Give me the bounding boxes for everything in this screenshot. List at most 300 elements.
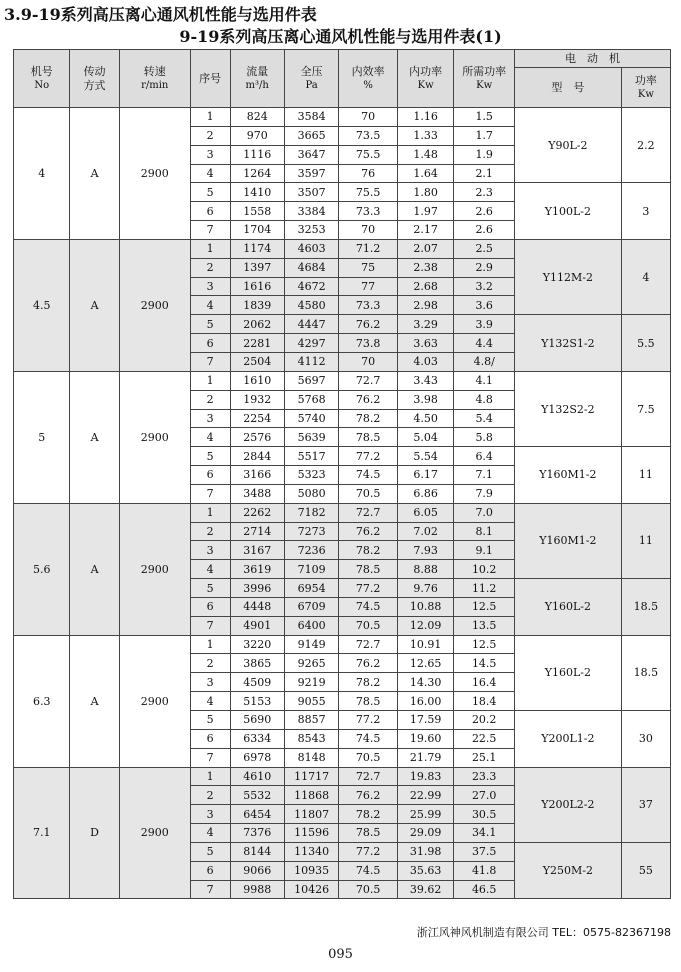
header-flow: 流量 m³/h [230,50,284,108]
required-power-cell: 9.1 [454,541,515,560]
machine-no-cell: 5 [14,371,70,503]
required-power-cell: 7.1 [454,466,515,485]
pressure-cell: 4684 [284,258,338,277]
table-row [14,108,671,127]
efficiency-cell: 78.2 [339,673,398,692]
motor-power-cell: 11 [621,503,670,578]
flow-cell: 4509 [230,673,284,692]
inner-power-cell: 2.17 [397,221,453,240]
pressure-cell: 9149 [284,635,338,654]
inner-power-cell: 10.88 [397,597,453,616]
efficiency-cell: 74.5 [339,729,398,748]
motor-model-cell: Y160M1-2 [515,503,622,578]
efficiency-cell: 77.2 [339,842,398,861]
efficiency-cell: 74.5 [339,466,398,485]
seq-cell: 2 [190,654,230,673]
required-power-cell: 34.1 [454,824,515,843]
efficiency-cell: 74.5 [339,861,398,880]
inner-power-cell: 4.03 [397,352,453,371]
required-power-cell: 30.5 [454,805,515,824]
required-power-cell: 14.5 [454,654,515,673]
required-power-cell: 1.5 [454,108,515,127]
motor-model-cell: Y100L-2 [515,183,622,240]
table-body [14,108,671,899]
inner-power-cell: 5.04 [397,428,453,447]
flow-cell: 4610 [230,767,284,786]
seq-cell: 4 [190,428,230,447]
required-power-cell: 18.4 [454,692,515,711]
flow-cell: 1174 [230,239,284,258]
company-footer: 浙江风神风机制造有限公司 TEL：0575-82367198 [416,926,671,939]
flow-cell: 4448 [230,597,284,616]
flow-cell: 2576 [230,428,284,447]
efficiency-cell: 77.2 [339,711,398,730]
seq-cell: 6 [190,466,230,485]
seq-cell: 7 [190,352,230,371]
inner-power-cell: 21.79 [397,748,453,767]
motor-model-cell: Y132S2-2 [515,371,622,446]
pressure-cell: 6400 [284,616,338,635]
flow-cell: 3996 [230,579,284,598]
motor-power-cell: 55 [621,842,670,899]
flow-cell: 5532 [230,786,284,805]
inner-power-cell: 1.80 [397,183,453,202]
flow-cell: 2262 [230,503,284,522]
pressure-cell: 4447 [284,315,338,334]
inner-power-cell: 9.76 [397,579,453,598]
required-power-cell: 11.2 [454,579,515,598]
inner-power-cell: 31.98 [397,842,453,861]
flow-cell: 6978 [230,748,284,767]
motor-power-cell: 37 [621,767,670,842]
efficiency-cell: 74.5 [339,597,398,616]
efficiency-cell: 73.8 [339,334,398,353]
seq-cell: 2 [190,522,230,541]
flow-cell: 2281 [230,334,284,353]
pressure-cell: 9265 [284,654,338,673]
efficiency-cell: 70 [339,352,398,371]
required-power-cell: 2.1 [454,164,515,183]
required-power-cell: 5.4 [454,409,515,428]
header-efficiency: 内效率 % [339,50,398,108]
motor-model-cell: Y160L-2 [515,635,622,710]
inner-power-cell: 3.63 [397,334,453,353]
flow-cell: 1839 [230,296,284,315]
drive-cell: D [70,767,119,899]
pressure-cell: 3647 [284,145,338,164]
inner-power-cell: 29.09 [397,824,453,843]
inner-power-cell: 7.02 [397,522,453,541]
efficiency-cell: 76.2 [339,786,398,805]
seq-cell: 3 [190,409,230,428]
required-power-cell: 25.1 [454,748,515,767]
table-row [14,503,671,522]
inner-power-cell: 19.60 [397,729,453,748]
seq-cell: 6 [190,202,230,221]
table-row [14,239,671,258]
table-row [14,767,671,786]
inner-power-cell: 7.93 [397,541,453,560]
inner-power-cell: 35.63 [397,861,453,880]
pressure-cell: 3507 [284,183,338,202]
pressure-cell: 6954 [284,579,338,598]
pressure-cell: 5768 [284,390,338,409]
required-power-cell: 20.2 [454,711,515,730]
motor-model-cell: Y160L-2 [515,579,622,636]
motor-model-cell: Y112M-2 [515,239,622,314]
seq-cell: 1 [190,108,230,127]
flow-cell: 9988 [230,880,284,899]
flow-cell: 3167 [230,541,284,560]
seq-cell: 2 [190,258,230,277]
pressure-cell: 5639 [284,428,338,447]
inner-power-cell: 16.00 [397,692,453,711]
required-power-cell: 6.4 [454,447,515,466]
speed-cell: 2900 [119,635,190,767]
required-power-cell: 2.3 [454,183,515,202]
seq-cell: 1 [190,635,230,654]
inner-power-cell: 3.29 [397,315,453,334]
pressure-cell: 9055 [284,692,338,711]
inner-power-cell: 5.54 [397,447,453,466]
table-header [14,50,671,108]
machine-no-cell: 7.1 [14,767,70,899]
seq-cell: 4 [190,560,230,579]
pressure-cell: 3253 [284,221,338,240]
pressure-cell: 6709 [284,597,338,616]
flow-cell: 2844 [230,447,284,466]
inner-power-cell: 1.97 [397,202,453,221]
required-power-cell: 5.8 [454,428,515,447]
efficiency-cell: 75.5 [339,145,398,164]
pressure-cell: 5697 [284,371,338,390]
efficiency-cell: 70.5 [339,880,398,899]
efficiency-cell: 78.5 [339,428,398,447]
required-power-cell: 2.6 [454,221,515,240]
required-power-cell: 13.5 [454,616,515,635]
machine-no-cell: 6.3 [14,635,70,767]
speed-cell: 2900 [119,503,190,635]
required-power-cell: 3.9 [454,315,515,334]
seq-cell: 4 [190,296,230,315]
speed-cell: 2900 [119,371,190,503]
seq-cell: 4 [190,824,230,843]
pressure-cell: 4580 [284,296,338,315]
efficiency-cell: 77.2 [339,579,398,598]
efficiency-cell: 78.5 [339,560,398,579]
seq-cell: 5 [190,842,230,861]
required-power-cell: 2.6 [454,202,515,221]
seq-cell: 7 [190,221,230,240]
inner-power-cell: 1.33 [397,126,453,145]
motor-power-cell: 5.5 [621,315,670,372]
efficiency-cell: 78.2 [339,409,398,428]
efficiency-cell: 78.2 [339,805,398,824]
pressure-cell: 8148 [284,748,338,767]
seq-cell: 6 [190,729,230,748]
flow-cell: 3488 [230,484,284,503]
seq-cell: 4 [190,164,230,183]
inner-power-cell: 2.98 [397,296,453,315]
required-power-cell: 8.1 [454,522,515,541]
pressure-cell: 4603 [284,239,338,258]
pressure-cell: 3384 [284,202,338,221]
header-machine-no: 机号 No [14,50,70,108]
speed-cell: 2900 [119,108,190,240]
pressure-cell: 11717 [284,767,338,786]
seq-cell: 6 [190,597,230,616]
inner-power-cell: 1.48 [397,145,453,164]
drive-cell: A [70,108,119,240]
seq-cell: 7 [190,880,230,899]
motor-power-cell: 3 [621,183,670,240]
seq-cell: 7 [190,616,230,635]
flow-cell: 1264 [230,164,284,183]
seq-cell: 5 [190,183,230,202]
inner-power-cell: 2.07 [397,239,453,258]
motor-model-cell: Y160M1-2 [515,447,622,504]
inner-power-cell: 6.05 [397,503,453,522]
required-power-cell: 1.7 [454,126,515,145]
inner-power-cell: 1.64 [397,164,453,183]
header-drive: 传动 方式 [70,50,119,108]
seq-cell: 3 [190,145,230,164]
flow-cell: 1932 [230,390,284,409]
efficiency-cell: 70.5 [339,748,398,767]
seq-cell: 1 [190,767,230,786]
motor-model-cell: Y90L-2 [515,108,622,183]
seq-cell: 1 [190,371,230,390]
required-power-cell: 46.5 [454,880,515,899]
inner-power-cell: 2.68 [397,277,453,296]
pressure-cell: 11340 [284,842,338,861]
inner-power-cell: 25.99 [397,805,453,824]
flow-cell: 1610 [230,371,284,390]
required-power-cell: 16.4 [454,673,515,692]
inner-power-cell: 19.83 [397,767,453,786]
flow-cell: 5690 [230,711,284,730]
efficiency-cell: 76.2 [339,654,398,673]
speed-cell: 2900 [119,239,190,371]
speed-cell: 2900 [119,767,190,899]
inner-power-cell: 17.59 [397,711,453,730]
inner-power-cell: 3.43 [397,371,453,390]
pressure-cell: 8543 [284,729,338,748]
motor-power-cell: 18.5 [621,635,670,710]
pressure-cell: 5517 [284,447,338,466]
pressure-cell: 7109 [284,560,338,579]
efficiency-cell: 70 [339,108,398,127]
required-power-cell: 4.8/ [454,352,515,371]
efficiency-cell: 73.3 [339,296,398,315]
pressure-cell: 9219 [284,673,338,692]
inner-power-cell: 4.50 [397,409,453,428]
flow-cell: 8144 [230,842,284,861]
flow-cell: 3619 [230,560,284,579]
flow-cell: 3166 [230,466,284,485]
header-pressure: 全压 Pa [284,50,338,108]
efficiency-cell: 75 [339,258,398,277]
seq-cell: 1 [190,239,230,258]
inner-power-cell: 14.30 [397,673,453,692]
performance-table [13,49,671,899]
pressure-cell: 10935 [284,861,338,880]
seq-cell: 5 [190,579,230,598]
header-motor: 电 动 机 [515,50,671,68]
flow-cell: 1410 [230,183,284,202]
seq-cell: 7 [190,484,230,503]
inner-power-cell: 2.38 [397,258,453,277]
flow-cell: 1558 [230,202,284,221]
seq-cell: 3 [190,673,230,692]
required-power-cell: 23.3 [454,767,515,786]
efficiency-cell: 72.7 [339,767,398,786]
efficiency-cell: 76.2 [339,390,398,409]
seq-cell: 3 [190,805,230,824]
efficiency-cell: 71.2 [339,239,398,258]
table-row [14,635,671,654]
inner-power-cell: 6.17 [397,466,453,485]
seq-cell: 5 [190,711,230,730]
flow-cell: 2062 [230,315,284,334]
flow-cell: 9066 [230,861,284,880]
flow-cell: 2504 [230,352,284,371]
motor-power-cell: 2.2 [621,108,670,183]
efficiency-cell: 76.2 [339,522,398,541]
header-speed: 转速 r/min [119,50,190,108]
required-power-cell: 27.0 [454,786,515,805]
drive-cell: A [70,503,119,635]
efficiency-cell: 76.2 [339,315,398,334]
required-power-cell: 37.5 [454,842,515,861]
efficiency-cell: 77.2 [339,447,398,466]
seq-cell: 5 [190,315,230,334]
efficiency-cell: 73.3 [339,202,398,221]
motor-power-cell: 7.5 [621,371,670,446]
flow-cell: 3220 [230,635,284,654]
flow-cell: 2254 [230,409,284,428]
machine-no-cell: 5.6 [14,503,70,635]
inner-power-cell: 1.16 [397,108,453,127]
flow-cell: 1397 [230,258,284,277]
required-power-cell: 22.5 [454,729,515,748]
inner-power-cell: 12.65 [397,654,453,673]
motor-power-cell: 30 [621,711,670,768]
efficiency-cell: 70 [339,221,398,240]
pressure-cell: 3597 [284,164,338,183]
section-title: 3.9-19系列高压离心通风机性能与选用件表 [4,5,317,24]
table-row [14,371,671,390]
inner-power-cell: 22.99 [397,786,453,805]
motor-power-cell: 18.5 [621,579,670,636]
page-number: 095 [328,947,353,962]
inner-power-cell: 12.09 [397,616,453,635]
efficiency-cell: 78.5 [339,824,398,843]
header-motor-model: 型 号 [515,68,622,108]
pressure-cell: 8857 [284,711,338,730]
seq-cell: 2 [190,126,230,145]
efficiency-cell: 72.7 [339,371,398,390]
seq-cell: 3 [190,277,230,296]
flow-cell: 2714 [230,522,284,541]
required-power-cell: 1.9 [454,145,515,164]
efficiency-cell: 76 [339,164,398,183]
seq-cell: 6 [190,334,230,353]
header-motor-power: 功率 Kw [621,68,670,108]
pressure-cell: 11868 [284,786,338,805]
drive-cell: A [70,635,119,767]
inner-power-cell: 3.98 [397,390,453,409]
motor-model-cell: Y250M-2 [515,842,622,899]
required-power-cell: 4.1 [454,371,515,390]
flow-cell: 5153 [230,692,284,711]
pressure-cell: 11596 [284,824,338,843]
efficiency-cell: 70.5 [339,484,398,503]
motor-model-cell: Y200L1-2 [515,711,622,768]
efficiency-cell: 70.5 [339,616,398,635]
pressure-cell: 5080 [284,484,338,503]
pressure-cell: 5740 [284,409,338,428]
flow-cell: 6454 [230,805,284,824]
seq-cell: 3 [190,541,230,560]
required-power-cell: 7.0 [454,503,515,522]
pressure-cell: 4672 [284,277,338,296]
inner-power-cell: 39.62 [397,880,453,899]
efficiency-cell: 78.5 [339,692,398,711]
required-power-cell: 7.9 [454,484,515,503]
flow-cell: 1616 [230,277,284,296]
pressure-cell: 5323 [284,466,338,485]
pressure-cell: 3665 [284,126,338,145]
flow-cell: 4901 [230,616,284,635]
header-seq: 序号 [190,50,230,108]
required-power-cell: 12.5 [454,635,515,654]
seq-cell: 6 [190,861,230,880]
required-power-cell: 41.8 [454,861,515,880]
required-power-cell: 3.6 [454,296,515,315]
machine-no-cell: 4.5 [14,239,70,371]
efficiency-cell: 72.7 [339,635,398,654]
required-power-cell: 12.5 [454,597,515,616]
pressure-cell: 3584 [284,108,338,127]
efficiency-cell: 77 [339,277,398,296]
seq-cell: 2 [190,786,230,805]
machine-no-cell: 4 [14,108,70,240]
motor-power-cell: 4 [621,239,670,314]
efficiency-cell: 75.5 [339,183,398,202]
motor-power-cell: 11 [621,447,670,504]
seq-cell: 2 [190,390,230,409]
pressure-cell: 4297 [284,334,338,353]
pressure-cell: 7273 [284,522,338,541]
table-title: 9-19系列高压离心通风机性能与选用件表(1) [179,27,502,46]
motor-model-cell: Y132S1-2 [515,315,622,372]
required-power-cell: 2.9 [454,258,515,277]
required-power-cell: 4.8 [454,390,515,409]
flow-cell: 970 [230,126,284,145]
required-power-cell: 3.2 [454,277,515,296]
drive-cell: A [70,371,119,503]
pressure-cell: 11807 [284,805,338,824]
flow-cell: 6334 [230,729,284,748]
motor-model-cell: Y200L2-2 [515,767,622,842]
seq-cell: 7 [190,748,230,767]
pressure-cell: 4112 [284,352,338,371]
seq-cell: 4 [190,692,230,711]
efficiency-cell: 78.2 [339,541,398,560]
required-power-cell: 4.4 [454,334,515,353]
efficiency-cell: 72.7 [339,503,398,522]
